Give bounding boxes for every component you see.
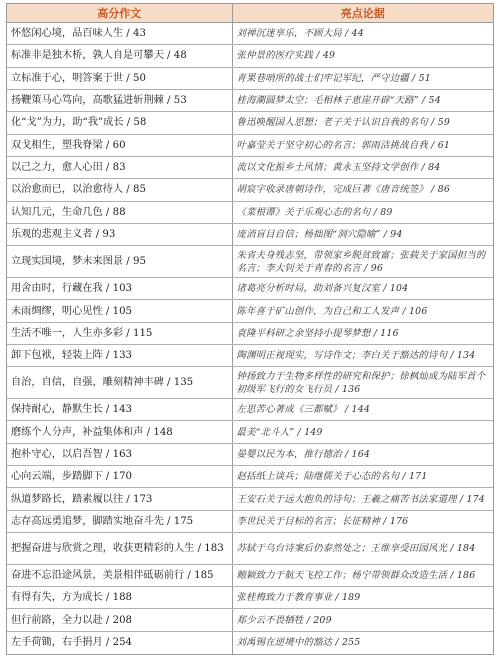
highlight-evidence-cell: 张仲景的医疗实践 / 49	[232, 45, 493, 67]
table-body	[7, 23, 493, 655]
essay-title-cell: 认知几元，生命几色 / 88	[7, 201, 232, 223]
highlight-evidence-cell: 钟扬致力于生物多样性的研究和保护；徐枫灿成为陆军首个初级军飞行的女飞行员 / 136	[232, 367, 493, 399]
highlight-evidence-cell: 袁隆平科研之余坚持小提琴梦想 / 116	[232, 322, 493, 344]
table-row	[7, 533, 493, 565]
essay-title-cell: 以己之力，愈人心田 / 83	[7, 156, 232, 178]
table-row	[7, 45, 493, 67]
table-row	[7, 67, 493, 89]
table-row	[7, 443, 493, 465]
table-row	[7, 201, 493, 223]
table-header-row	[7, 4, 493, 23]
table-row	[7, 421, 493, 443]
highlight-evidence-cell: 桂海潮圆梦太空；毛相林子恵崖开辟“天路” / 54	[232, 89, 493, 111]
essay-title-cell: 纵道梦路长，踏素履以往 / 173	[7, 488, 232, 510]
highlight-evidence-cell: 胡宸宇收录唐朝诗作，完成巨著《唐音统签》 / 86	[232, 179, 493, 201]
table-row	[7, 179, 493, 201]
essay-title-cell: 志存高远勇追梦，脚踏实地奋斗先 / 175	[7, 510, 232, 532]
essay-title-cell: 奋进不忘沿途风景，美景相伴砥砺前行 / 185	[7, 564, 232, 586]
essay-title-cell: 立现实国境，梦未来图景 / 95	[7, 246, 232, 278]
table-row	[7, 488, 493, 510]
table-row	[7, 609, 493, 631]
highlight-evidence-cell: 王安石关于远大抱负的诗句；王羲之痛苦书法家道理 / 174	[232, 488, 493, 510]
essay-title-cell: 磨练个人分声，补益集体和声 / 148	[7, 421, 232, 443]
essay-title-cell: 左手荷锄，右手捐月 / 254	[7, 631, 232, 654]
table-row	[7, 89, 493, 111]
table-row	[7, 345, 493, 367]
essay-title-cell: 以治愈而已，以治愈待人 / 85	[7, 179, 232, 201]
essay-title-cell: 用舍由时，行藏在我 / 103	[7, 278, 232, 300]
highlight-evidence-cell: 诸葛亮分析时局，助刘备兴复汉室 / 104	[232, 278, 493, 300]
essay-title-cell: 乐观的悲观主义者 / 93	[7, 223, 232, 245]
table-row	[7, 246, 493, 278]
essay-title-cell: 有得有失，方为成长 / 188	[7, 587, 232, 609]
essay-title-cell: 把握奋进与欣赏之理，收获更精彩的人生 / 183	[7, 533, 232, 565]
column-header-highlights: 亮点论据	[232, 4, 493, 23]
essay-title-cell: 怀悠闲心境，品百味人生 / 43	[7, 23, 232, 45]
highlight-evidence-cell: 左思苦心著成《三都赋》 / 144	[232, 399, 493, 421]
table-row	[7, 300, 493, 322]
table-row	[7, 631, 493, 654]
highlight-evidence-cell: 鲁迅唤醒国人思想；老子关于认识自我的名句 / 59	[232, 112, 493, 134]
essay-title-cell: 双戈相生，塑我脊梁 / 60	[7, 134, 232, 156]
essay-title-cell: 卸下包袱，轻装上阵 / 133	[7, 345, 232, 367]
highlight-evidence-cell: 李世民关于目标的名言；长征精神 / 176	[232, 510, 493, 532]
table-row	[7, 564, 493, 586]
table-row	[7, 587, 493, 609]
essay-index-page	[6, 3, 494, 655]
highlight-evidence-cell: 张桂梅致力于教育事业 / 189	[232, 587, 493, 609]
table-row	[7, 134, 493, 156]
highlight-evidence-cell: 刘禅沉迷享乐，不顾大局 / 44	[232, 23, 493, 45]
essay-title-cell: 立标准于心，明答案于世 / 50	[7, 67, 232, 89]
highlight-evidence-cell: 鲍颖致力于航天飞控工作；杨宁带领群众改造生活 / 186	[232, 564, 493, 586]
highlight-evidence-cell: 刘禹锡在逆境中的豁达 / 255	[236, 637, 361, 649]
highlight-evidence-cell: 陈年喜于矿山创作，为自己和工人发声 / 106	[232, 300, 493, 322]
table-row	[7, 399, 493, 421]
essay-title-cell: 自治，自信，自强，雕刻精神丰碑 / 135	[7, 367, 232, 399]
essay-index-table	[7, 4, 493, 654]
highlight-evidence-cell: 赵括纸上谈兵；陆继儒关于心态的名句 / 171	[232, 466, 493, 488]
column-header-essays: 高分作文	[7, 4, 232, 23]
highlight-evidence-cell: 庞消盲目自信；杨拙图“洞穴隐喻” / 94	[232, 223, 493, 245]
highlight-evidence-cell: 朱省夫身残志坚，带领家乡脱贫致富；张载关于家国担当的名言；李大钊关于青春的名言 / 96	[232, 246, 493, 278]
essay-title-cell: 扬鞭策马心笃向，高歌猛进斩荆棘 / 53	[7, 89, 232, 111]
highlight-evidence-cell: 晏婴以民为本，推行德治 / 164	[232, 443, 493, 465]
essay-title-cell: 化“戈”为力，助“我”成长 / 58	[7, 112, 232, 134]
highlight-evidence-cell: 青果巷哨所的战士们牢记军纪，严守边疆 / 51	[232, 67, 493, 89]
table-row	[7, 367, 493, 399]
table-row	[7, 278, 493, 300]
highlight-evidence-cell: 陶渊明正视现实，写诗作文；李白关于豁达的诗句 / 134	[232, 345, 493, 367]
highlight-evidence-cell: 最美“北斗人” / 149	[232, 421, 493, 443]
highlight-evidence-cell: 郑少云不畏牺牲 / 209	[232, 609, 493, 631]
essay-title-cell: 保持耐心，静默生长 / 143	[7, 399, 232, 421]
table-row	[7, 223, 493, 245]
highlight-evidence-cell: 流以文化振乡土风情；黄永玉坚持文学创作 / 84	[232, 156, 493, 178]
table-row	[7, 510, 493, 532]
table-row	[7, 156, 493, 178]
table-row	[7, 23, 493, 45]
table-row	[7, 466, 493, 488]
essay-title-cell: 生活不唯一，人生亦多彩 / 115	[7, 322, 232, 344]
essay-title-cell: 心向云端，步踏脚下 / 170	[7, 466, 232, 488]
table-row	[7, 112, 493, 134]
highlight-evidence-cell: 苏轼于乌台诗案后仍泰然处之；王维享受田园风光 / 184	[232, 533, 493, 565]
table-row	[7, 322, 493, 344]
essay-title-cell: 抱朴守心，以启吾智 / 163	[7, 443, 232, 465]
essay-title-cell: 未雨绸缪，明心见性 / 105	[7, 300, 232, 322]
essay-title-cell: 标准非是独木桥，孰人自是可攀天 / 48	[7, 45, 232, 67]
highlight-evidence-cell: 叶嘉莹关于坚守初心的名言；郭雨洁挑战自我 / 61	[232, 134, 493, 156]
highlight-evidence-cell: 《菜根谭》关于乐观心态的名句 / 89	[232, 201, 493, 223]
essay-title-cell: 但行前路，全力以赴 / 208	[7, 609, 232, 631]
